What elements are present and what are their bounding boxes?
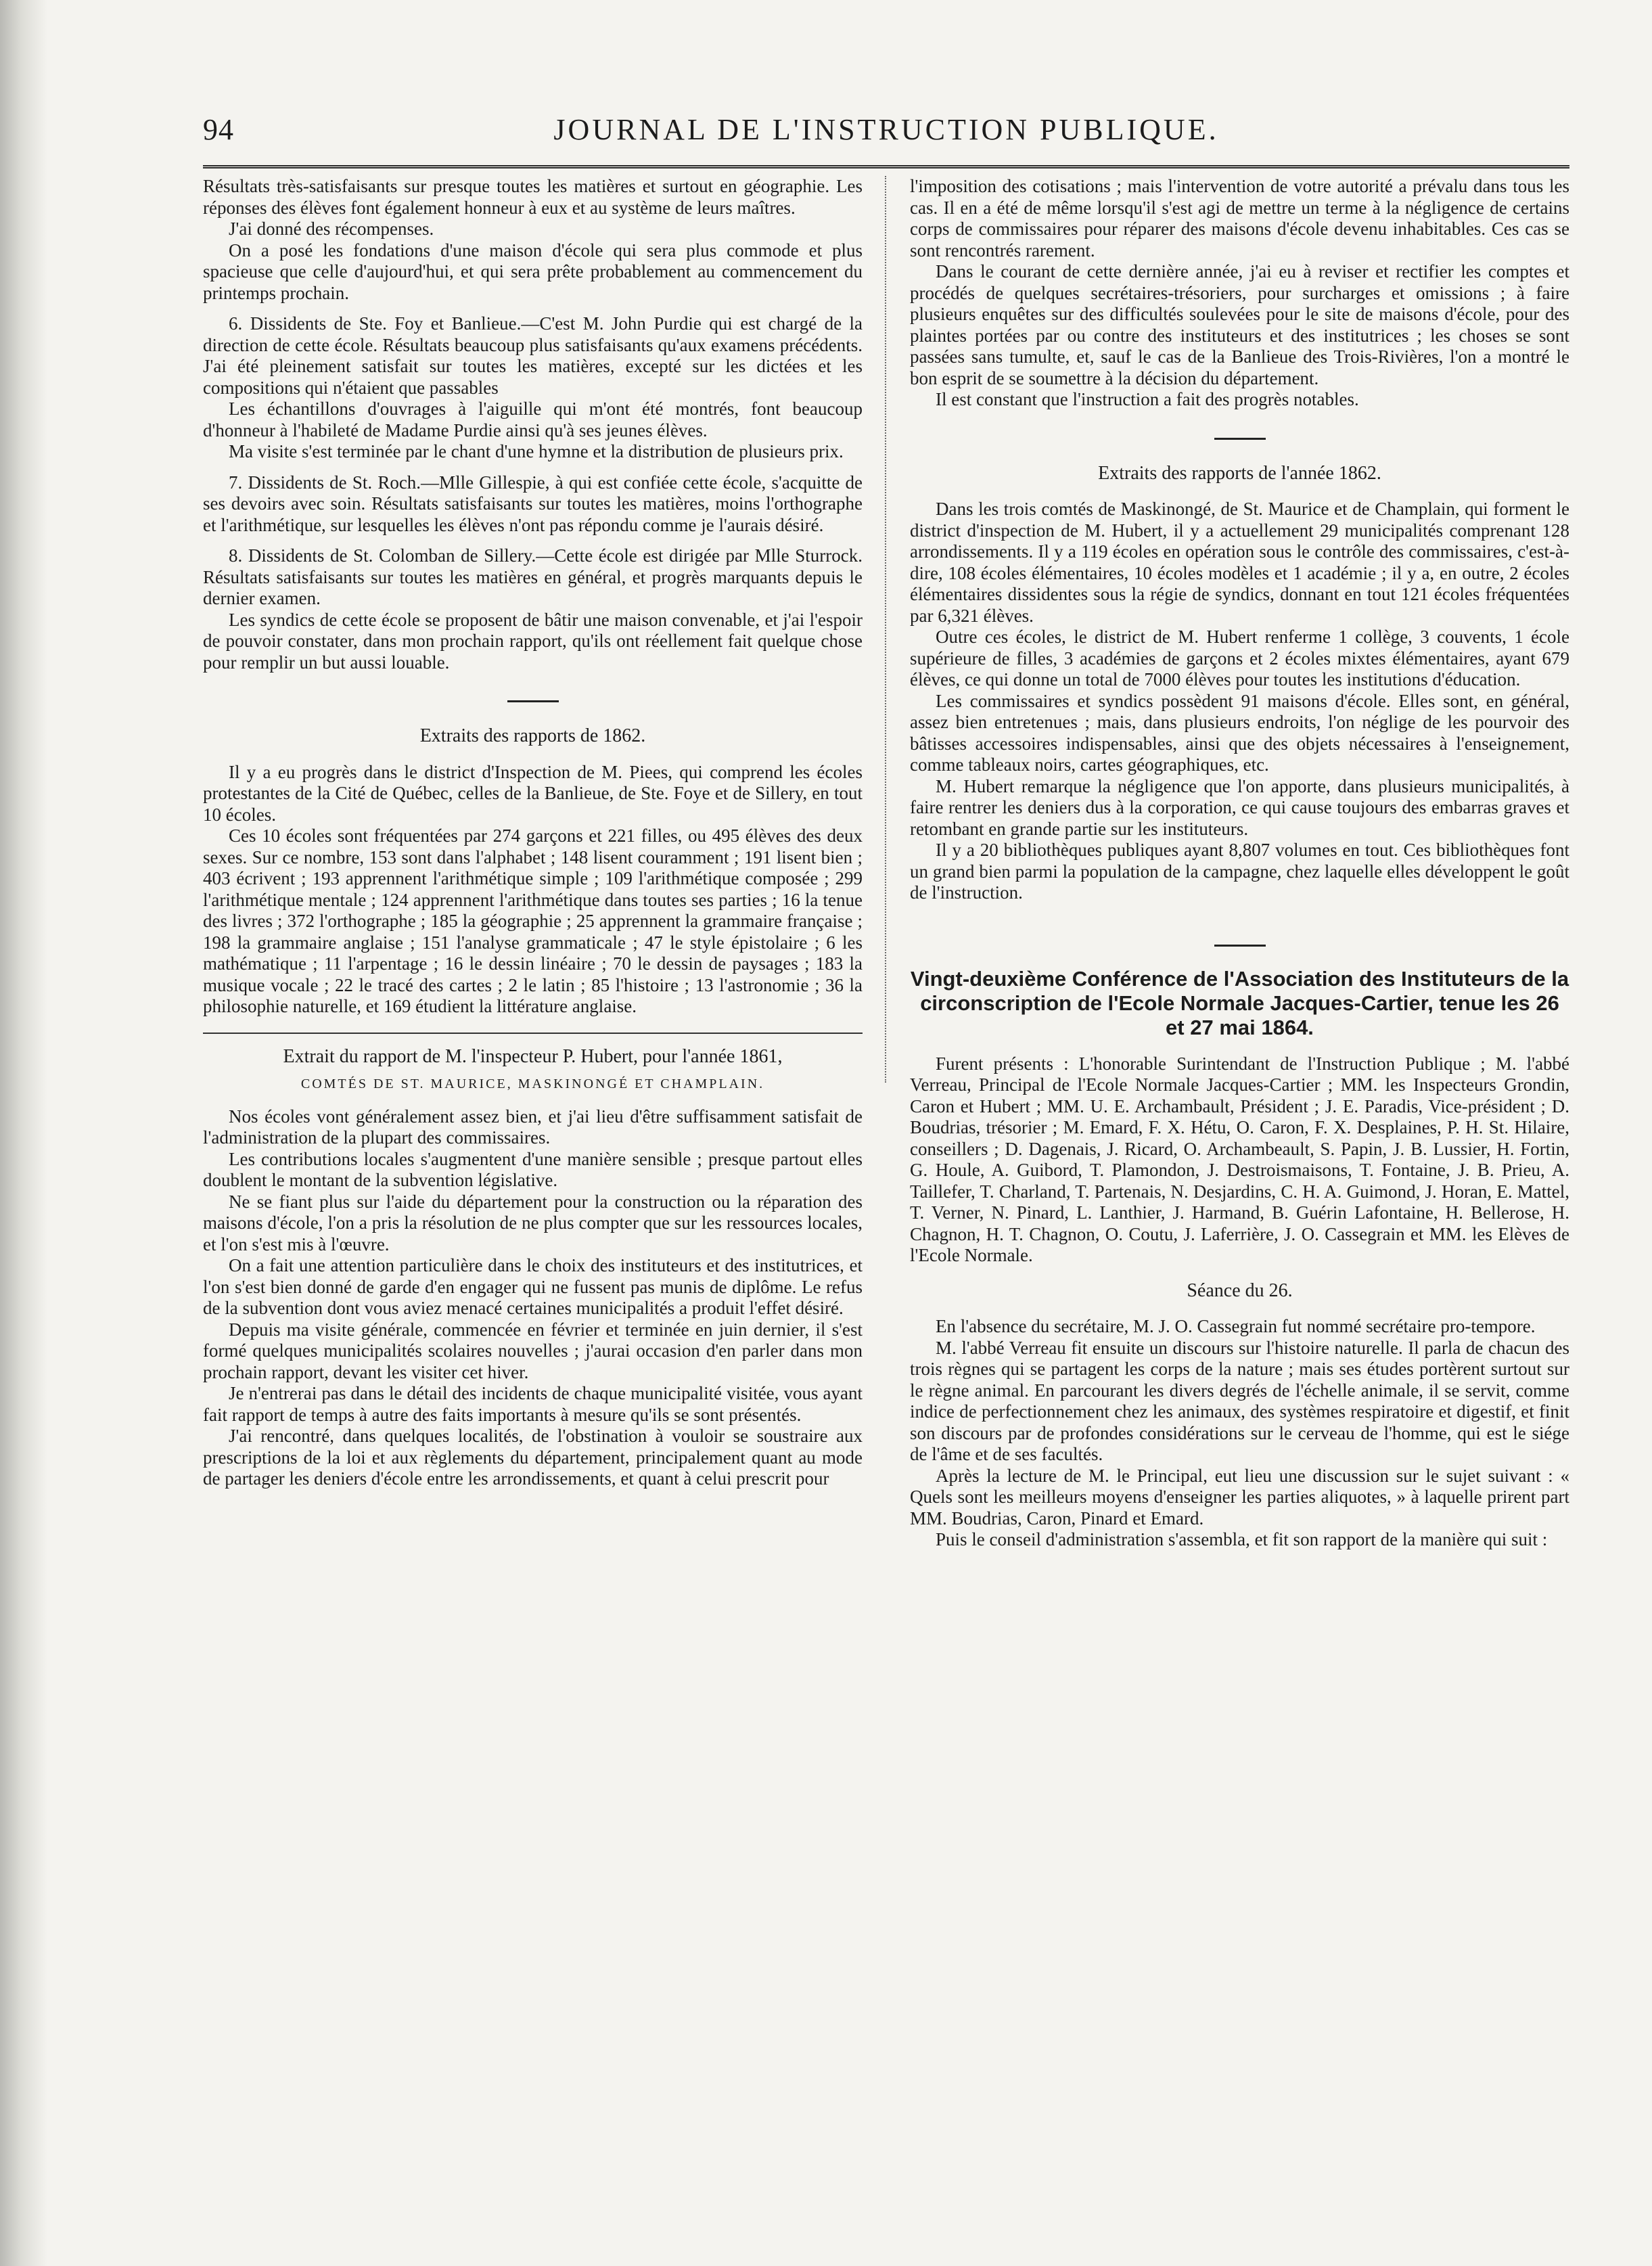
page-header [203,108,1569,162]
paragraph: Dans les trois comtés de Maskinongé, de St. Maurice et de Champlain, qui forment le district d'inspection de M. Hubert, il y a actuellement 29 municipalités comprenant 128 arrondissements. Il y a 119 écoles en opération sous le contrôle des commissaires, c'est-à-dire, 108 écoles élémentaires, 10 écoles modèles et 1 académie ; il y a, en outre, 2 écoles élémentaires dissidentes sous la régie de syndics, donnant en tout 121 écoles fréquentées par 6,321 élèves. [910,499,1569,626]
scan-edge [0,0,47,2266]
left-column [203,176,863,1490]
paragraph: J'ai donné des récompenses. [229,219,434,239]
section-separator [1214,438,1266,440]
paragraph: Ma visite s'est terminée par le chant d'une hymne et la distribution de plusieurs prix. [229,441,844,461]
section-separator [507,700,559,702]
paragraph: Il est constant que l'instruction a fait des progrès notables. [936,389,1359,409]
paragraph: En l'absence du secrétaire, M. J. O. Cassegrain fut nommé secrétaire pro-tempore. [936,1316,1536,1336]
paragraph: 6. Dissidents de Ste. Foy et Banlieue.—C'est M. John Purdie qui est chargé de la direction de cette école. Résultats beaucoup plus satisfaisants qu'aux examens précédents. J'ai été pleinement satisfait sur toutes les matières, excepté sur les dictées et les compositions qui n'étaient que passables [203,313,863,398]
paragraph: Il y a 20 bibliothèques publiques ayant 8,807 volumes en tout. Ces bibliothèques font un grand bien parmi la population de la campagne, chez laquelle elles développent le goût de l'instruction. [910,840,1569,903]
paragraph: Les échantillons d'ouvrages à l'aiguille qui m'ont été montrés, font beaucoup d'honneur à l'habileté de Madame Purdie ainsi qu'à ses jeunes élèves. [203,399,863,440]
running-title: JOURNAL DE L'INSTRUCTION PUBLIQUE. [553,113,1219,146]
paragraph: Furent présents : L'honorable Surintendant de l'Instruction Publique ; M. l'abbé Verreau, Principal de l'Ecole Normale Jacques-Cartier ; MM. les Inspecteurs Grondin, Caron et Hubert ; MM. U. E. Archambault, Président ; J. E. Paradis, Vice-président ; D. Boudrias, trésorier ; M. Emard, F. X. Hétu, O. Caron, F. X. Desplaines, P. H. St. Hilaire, conseillers ; D. Dagenais, J. Ricard, O. Archambeault, S. Papin, J. B. Lussier, H. Fortin, G. Houle, A. Guibord, T. Plamondon, J. Destroismaisons, T. Fontaine, J. B. Prieu, A. Taillefer, T. Charland, T. Partenais, N. Desjardins, C. H. A. Guimond, J. Horan, E. Mattel, T. Verner, N. Pinard, L. Lanthier, J. Harmand, B. Guérin Lafontaine, H. Bellerose, H. Chagnon, H. T. Chagnon, O. Coutu, J. Laferrière, J. O. Cassegrain et MM. les Elèves de l'Ecole Normale. [910,1053,1569,1265]
paragraph: Ne se fiant plus sur l'aide du département pour la construction ou la réparation des maisons d'école, l'on a pris la résolution de ne plus compter que sur les ressources locales, et l'on s'est mis à l'œuvre. [203,1191,863,1254]
two-column-body [203,176,1569,2192]
paragraph: Résultats très-satisfaisants sur presque toutes les matières et surtout en géographie. Les réponses des élèves font également honneur à eux et au système de leurs maîtres. [203,176,863,218]
conference-title: Vingt-deuxième Conférence de l'Association des Instituteurs de la circonscription de l'Ecole Normale Jacques-Cartier, tenue les 26 et 27 mai 1864. [910,966,1569,1039]
paragraph: Outre ces écoles, le district de M. Hubert renferme 1 collège, 3 couvents, 1 école supérieure de filles, 3 académies de garçons et 2 écoles mixtes élémentaires, ayant 679 élèves, ce qui donne un total de 7000 élèves pour toutes les institutions d'éducation. [910,627,1569,689]
paragraph: Ces 10 écoles sont fréquentées par 274 garçons et 221 filles, ou 495 élèves des deux sexes. Sur ce nombre, 153 sont dans l'alphabet ; 148 lisent couramment ; 191 lisent bien ; 403 écrivent ; 193 apprennent l'arithmétique simple ; 109 l'arithmétique composée ; 299 l'arithmétique mentale ; 124 apprennent l'arithmétique dans toutes ses parties ; 16 la tenue des livres ; 372 l'orthographe ; 185 la géographie ; 25 apprennent la grammaire française ; 198 la grammaire anglaise ; 151 l'analyse grammaticale ; 47 le style épistolaire ; 6 les mathématique ; 11 l'arpentage ; 16 le dessin linéaire ; 70 le dessin de paysages ; 183 la musique vocale ; 22 le tracé des cartes ; 2 le latin ; 85 l'histoire ; 13 l'astronomie ; 36 la philosophie naturelle, et 169 étudient la littérature anglaise. [203,825,863,1016]
section-rule [203,1033,863,1034]
section-heading: Extrait du rapport de M. l'inspecteur P. Hubert, pour l'année 1861, [283,1045,783,1067]
paragraph: On a posé les fondations d'une maison d'école qui sera plus commode et plus spacieuse que celle d'aujourd'hui, et qui sera prête probablement au commencement du printemps prochain. [203,240,863,303]
paragraph: 7. Dissidents de St. Roch.—Mlle Gillespie, à qui est confiée cette école, s'acquitte de ses devoirs avec soin. Résultats satisfaisants sur toutes les matières, moins l'orthographe et l'arithmétique, sur lesquelles les élèves n'ont pas répondu comme je l'aurais désiré. [203,472,863,535]
paragraph: On a fait une attention particulière dans le choix des instituteurs et des institutrices, et l'on s'est bien donné de garde d'en engager qui ne fussent pas munis de diplôme. Le refus de la subvention dont vous aviez menacé certaines municipalités a produit l'effet désiré. [203,1255,863,1318]
paragraph: Depuis ma visite générale, commencée en février et terminée en juin dernier, il s'est formé quelques municipalités scolaires nouvelles ; j'aurai occasion d'en parler dans mon prochain rapport, devant les visiter cet hiver. [203,1319,863,1382]
section-heading: Extraits des rapports de 1862. [419,725,646,746]
page-number: 94 [203,113,234,146]
paragraph: Nos écoles vont généralement assez bien, et j'ai lieu d'être suffisamment satisfait de l'administration de la plupart des commissaires. [203,1106,863,1148]
journal-page [203,108,1569,2206]
paragraph: Dans le courant de cette dernière année, j'ai eu à reviser et rectifier les comptes et procédés de quelques secrétaires-trésoriers, pour surcharges et omissions ; à faire plusieurs enquêtes sur des difficultés soulevées pour le site de maisons d'école, pour des plaintes portées par ou contre des instituteurs et des institutrices ; les choses se sont passées sans tumulte, et, sauf le cas de la Banlieue des Trois-Rivières, l'on a montré le bon esprit de se soumettre à la décision du département. [910,261,1569,388]
paragraph: Les contributions locales s'augmentent d'une manière sensible ; presque partout elles doublent le montant de la subvention législative. [203,1148,863,1190]
header-rule [203,165,1569,168]
sub-heading: COMTÉS DE ST. MAURICE, MASKINONGÉ ET CHAMPLAIN. [300,1077,765,1091]
paragraph: Puis le conseil d'administration s'assembla, et fit son rapport de la manière qui suit : [936,1529,1548,1549]
section-heading: Extraits des rapports de l'année 1862. [1098,462,1381,484]
paragraph: Je n'entrerai pas dans le détail des incidents de chaque municipalité visitée, vous ayant fait rapport de temps à autre des faits importants à mesure qu'ils se sont présentés. [203,1383,863,1425]
paragraph: J'ai rencontré, dans quelques localités, de l'obstination à vouloir se soustraire aux prescriptions de la loi et aux règlements du département, principalement quant au mode de partager les deniers d'école entre les arrondissements, et quant à celui prescrit pour [203,1426,863,1489]
paragraph: l'imposition des cotisations ; mais l'intervention de votre autorité a prévalu dans tous les cas. Il en a été de même lorsqu'il s'est agi de mettre un terme à la négligence de certains corps de commissaires pour réparer des maisons d'école devenu inhabitables. Ces cas se sont rencontrés rarement. [910,176,1569,260]
paragraph: Les commissaires et syndics possèdent 91 maisons d'école. Elles sont, en général, assez bien entretenues ; mais, dans plusieurs endroits, l'on néglige de les pourvoir des bâtisses accessoires indispensables, ainsi que des objets nécessaires à l'enseignement, comme tableaux noirs, cartes géographiques, etc. [910,690,1569,775]
paragraph: Les syndics de cette école se proposent de bâtir une maison convenable, et j'ai l'espoir de pouvoir constater, dans mon prochain rapport, qu'ils ont réellement fait quelque chose pour remplir un but aussi louable. [203,609,863,673]
paragraph: 8. Dissidents de St. Colomban de Sillery.—Cette école est dirigée par Mlle Sturrock. Résultats satisfaisants sur toutes les matières en général, et progrès marquants depuis le dernier examen. [203,545,863,608]
paragraph: M. Hubert remarque la négligence que l'on apporte, dans plusieurs municipalités, à faire rentrer les deniers dus à la corporation, ce qui cause toujours des embarras graves et retombant en grande partie sur les instituteurs. [910,775,1569,839]
right-column [910,176,1569,1551]
section-separator [1214,945,1266,947]
column-divider [885,176,886,1083]
paragraph: Après la lecture de M. le Principal, eut lieu une discussion sur le sujet suivant : « Quels sont les meilleurs moyens d'enseigner les parties aliquotes, » à laquelle prirent part MM. Boudrias, Caron, Pinard et Emard. [910,1465,1569,1528]
section-heading: Séance du 26. [1187,1279,1293,1301]
paragraph: M. l'abbé Verreau fit ensuite un discours sur l'histoire naturelle. Il parla de chacun des trois règnes qui se partagent les corps de la nature ; mais ses études portèrent surtout sur le règne animal. En parcourant les divers degrés de l'échelle animale, il se servit, comme indice de perfectionnement chez les animaux, des systèmes respiratoire et digestif, et finit son discours par de profondes considérations sur le cerveau de l'homme, qui est le siége de l'âme et de ses facultés. [910,1337,1569,1464]
paragraph: Il y a eu progrès dans le district d'Inspection de M. Piees, qui comprend les écoles protestantes de la Cité de Québec, celles de la Banlieue, de Ste. Foye et de Sillery, en tout 10 écoles. [203,761,863,825]
